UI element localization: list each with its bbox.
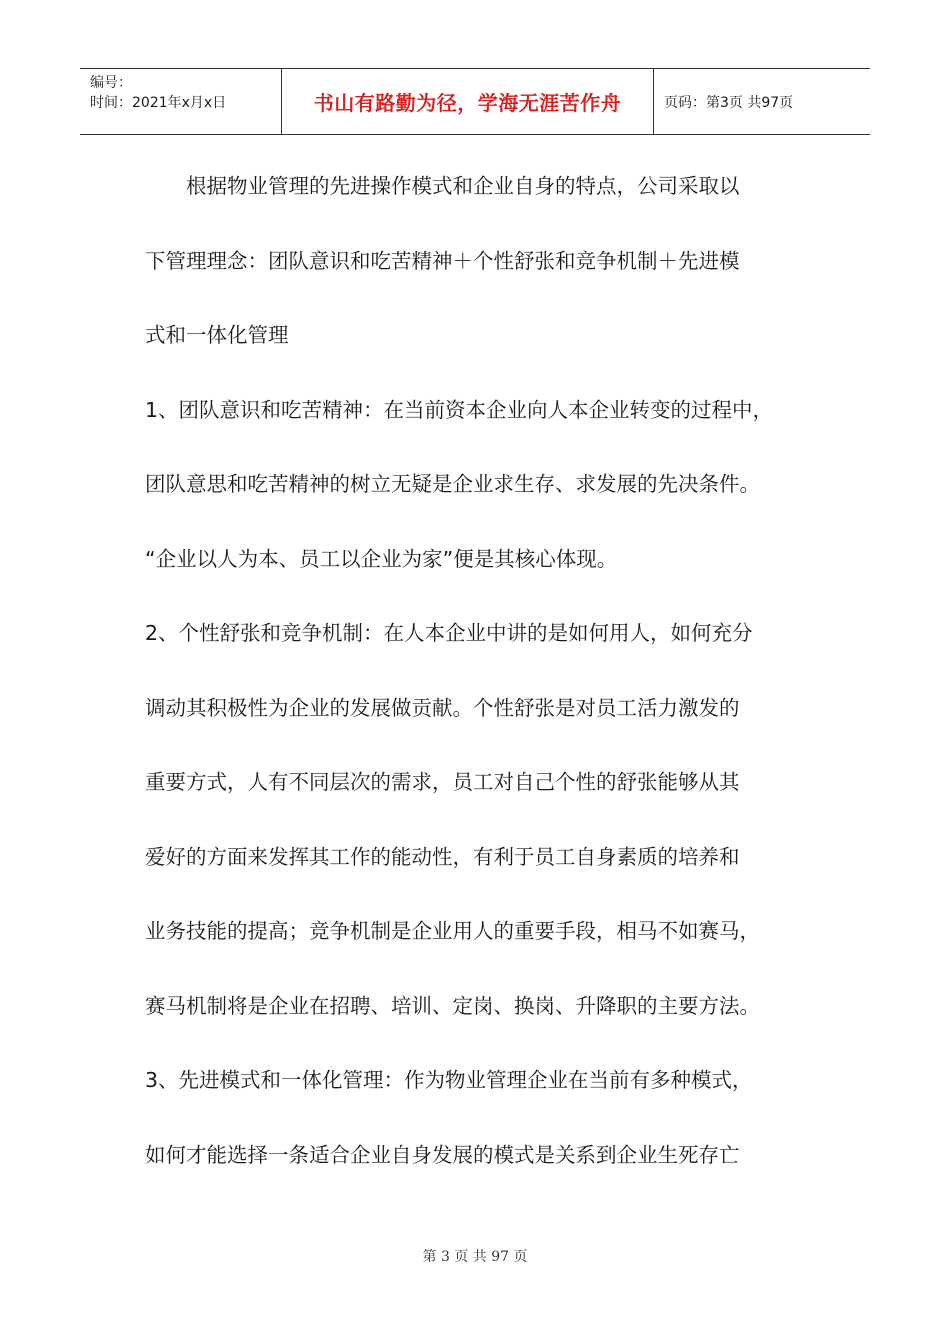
body-line: 爱好的方面来发挥其工作的能动性，有利于员工自身素质的培养和 (145, 844, 740, 869)
body-line: 重要方式，人有不同层次的需求，员工对自己个性的舒张能够从其 (145, 770, 740, 794)
document-body (145, 160, 815, 1203)
body-line: “企业以人为本、员工以企业为家”便是其核心体现。 (145, 546, 618, 571)
body-line: 业务技能的提高；竞争机制是企业用人的重要手段，相马不如赛马， (145, 919, 760, 943)
body-line: 如何才能选择一条适合企业自身发展的模式是关系到企业生死存亡 (145, 1142, 740, 1167)
header-meta (80, 69, 282, 134)
body-line: 3、先进模式和一体化管理：作为物业管理企业在当前有多种模式， (145, 1068, 753, 1092)
page-footer: 第 3 页 共 97 页 (422, 1249, 528, 1265)
body-line: 1、团队意识和吃苦精神：在当前资本企业向人本企业转变的过程中， (145, 397, 774, 422)
body-line: 调动其积极性为企业的发展做贡献。个性舒张是对员工活力激发的 (145, 695, 740, 720)
document-number-label: 编号： (90, 75, 132, 91)
body-line: 赛马机制将是企业在招聘、培训、定岗、换岗、升降职的主要方法。 (145, 993, 760, 1018)
header-page-info: 页码：第3页 共97页 (664, 94, 794, 111)
page-header (80, 68, 870, 135)
body-line: 下管理理念：团队意识和吃苦精神＋个性舒张和竞争机制＋先进模 (145, 248, 740, 273)
body-line: 根据物业管理的先进操作模式和企业自身的特点，公司采取以 (145, 174, 740, 198)
header-motto: 书山有路勤为径，学海无涯苦作舟 (282, 69, 654, 134)
body-line: 团队意思和吃苦精神的树立无疑是企业求生存、求发展的先决条件。 (145, 472, 760, 496)
body-line: 式和一体化管理 (145, 323, 289, 347)
document-time-label: 时间：2021年x月x日 (90, 95, 227, 111)
body-line: 2、个性舒张和竞争机制：在人本企业中讲的是如何用人，如何充分 (145, 621, 753, 645)
